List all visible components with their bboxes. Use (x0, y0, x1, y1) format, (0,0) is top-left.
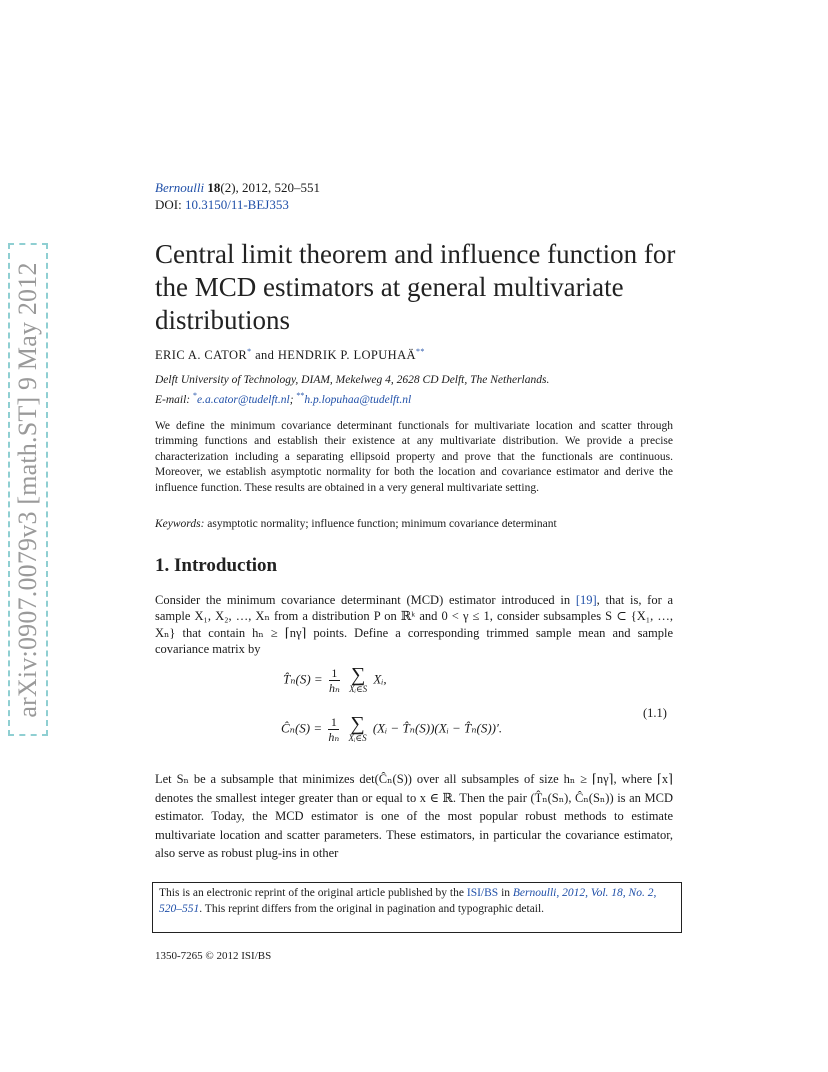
arxiv-identifier: arXiv:0907.0079v3 [math.ST] 9 May 2012 (13, 261, 42, 718)
arxiv-stamp (8, 243, 48, 736)
fraction-numerator: 1 (328, 715, 339, 730)
email-line (155, 388, 549, 408)
doi-line (155, 196, 320, 213)
footnote-mark: ** (296, 391, 305, 400)
sum-subscript: Xᵢ∈S (349, 684, 368, 694)
fraction (329, 666, 340, 695)
citation-line (155, 179, 320, 196)
equation-rhs: Xᵢ, (373, 671, 387, 687)
footnote-mark[interactable]: ** (415, 347, 425, 356)
keywords (155, 518, 557, 530)
summation (349, 715, 367, 744)
doi-label: DOI: (155, 197, 182, 212)
footer-issn: 1350-7265 © 2012 ISI/BS (155, 950, 272, 962)
volume: 18 (207, 180, 221, 195)
sum-symbol: ∑ (350, 664, 366, 686)
equation-rhs: (Xᵢ − T̂ₙ(S))(Xᵢ − T̂ₙ(S))′. (372, 720, 503, 736)
abstract: We define the minimum covariance determinant functionals for multivariate location and scatter through trimming functions and establish their existence at any multivariate distribution. We provide a precise characterization including a separating ellipsoid property and prove that the functionals are continuous. Moreover, we establish asymptotic normality for both the location and covariance estimator and derive the influence function. These results are obtained in a very general multivariate setting. (155, 420, 673, 494)
author-joiner: and (255, 348, 275, 363)
fraction-denominator: hₙ (328, 730, 340, 744)
notice-text: . This reprint differs from the original in pagination and typographic detail. (199, 902, 545, 915)
intro-paragraph: Let Sₙ be a subsample that minimizes det(Ĉₙ(S)) over all subsamples of size hₙ ≥ ⌈nγ⌉, where ⌈x⌉ denotes the smallest integer greater than or equal to x ∈ ℝ. Then the pair (T̂ₙ(Sₙ), Ĉₙ(Sₙ)) is an MCD estimator. Today, the MCD estimator is one of the most popular robust methods to estimate multivariate location and scatter parameters. These estimators, in particular the covariance estimator, also serve as robust plug-ins in other (155, 772, 673, 860)
email-separator: ; (289, 393, 294, 406)
equation-lhs: Ĉₙ(S) = (281, 720, 323, 736)
summation (349, 666, 367, 695)
notice-text: in (501, 887, 511, 899)
intro-paragraph (155, 592, 673, 657)
fraction-numerator: 1 (329, 666, 340, 681)
equation-line (283, 666, 387, 695)
equation-number: (1.1) (643, 706, 667, 720)
affiliation-address: Delft University of Technology, DIAM, Mekelweg 4, 2628 CD Delft, The Netherlands. (155, 374, 550, 386)
sum-subscript: Xᵢ∈S (348, 733, 367, 743)
citation-link[interactable]: Bernoulli, 2012, Vol. 18, No. 2, 520–551 (159, 887, 657, 915)
sum-symbol: ∑ (350, 713, 365, 735)
paper-title: Central limit theorem and influence function for the MCD estimators at general multivariate distributions (155, 239, 676, 335)
authors (155, 347, 425, 363)
email-label: E-mail: (155, 393, 191, 406)
doi-link[interactable]: 10.3150/11-BEJ353 (184, 197, 289, 212)
paragraph-text: Consider the minimum covariance determinant (MCD) estimator introduced in (155, 593, 571, 607)
section-heading: 1. Introduction (155, 555, 278, 576)
reference-link[interactable]: [19] (575, 593, 597, 607)
author-name: HENDRIK P. LOPUHAÄ (277, 348, 416, 363)
email-link[interactable]: h.p.lopuhaa@tudelft.nl (304, 393, 412, 406)
publisher-link[interactable]: ISI/BS (466, 887, 499, 899)
author-name: ERIC A. CATOR (155, 348, 248, 363)
fraction-denominator: hₙ (328, 681, 340, 695)
notice-text: This is an electronic reprint of the original article published by the (159, 887, 464, 899)
fraction (328, 715, 339, 744)
journal-header (155, 179, 320, 213)
reprint-notice (152, 882, 682, 933)
footnote-mark: * (193, 391, 198, 400)
keywords-label: Keywords: (155, 518, 205, 530)
paragraph-text: , that is, for a sample X₁, X₂, …, Xₙ from a distribution P on ℝᵏ and 0 < γ ≤ 1, consider subsamples S ⊂ {X₁, …, Xₙ} that contain hₙ ≥ ⌈nγ⌉ points. Define a corresponding trimmed sample mean and sample covariance matrix by (155, 593, 674, 656)
equation-lhs: T̂ₙ(S) = (283, 671, 323, 687)
footnote-mark[interactable]: * (247, 347, 252, 356)
journal-link[interactable]: Bernoulli (155, 180, 205, 195)
issue-pages: (2), 2012, 520–551 (220, 180, 321, 195)
equation-line (281, 715, 502, 744)
affiliation (155, 373, 549, 408)
keywords-text: asymptotic normality; influence function; minimum covariance determinant (207, 518, 557, 530)
email-link[interactable]: e.a.cator@tudelft.nl (197, 393, 290, 406)
